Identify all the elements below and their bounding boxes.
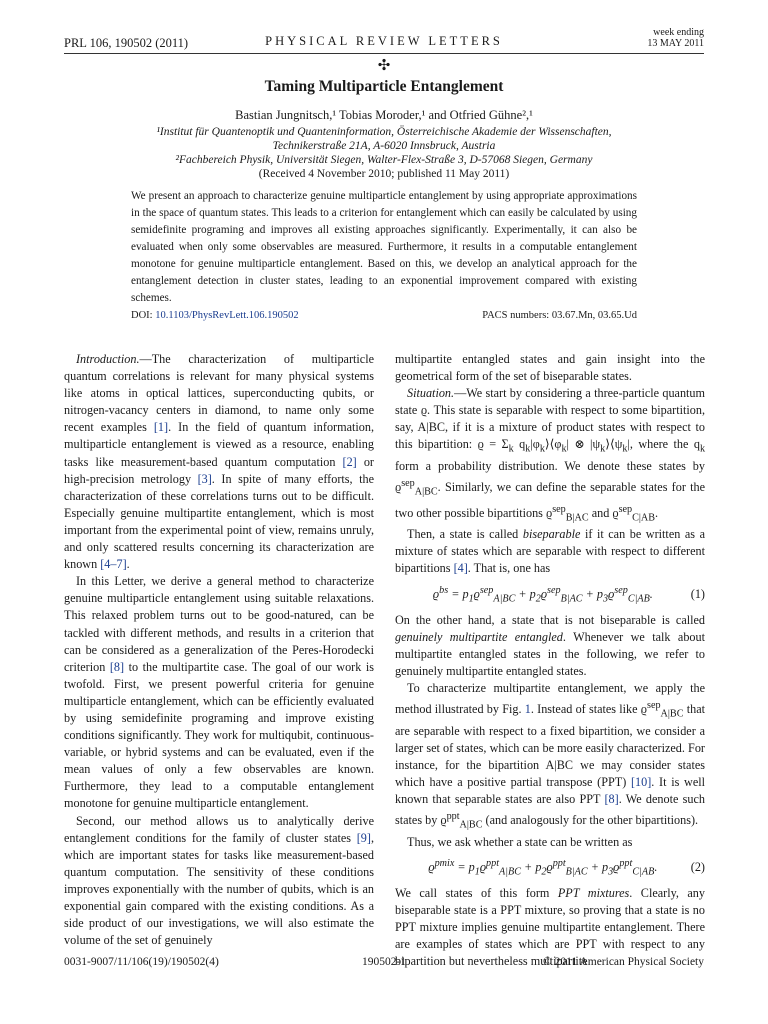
rho: ϱ xyxy=(473,586,480,601)
text: . That is, one has xyxy=(467,561,551,576)
text: . xyxy=(654,860,658,875)
issue-date xyxy=(647,27,704,49)
citation-link[interactable]: [9] xyxy=(356,830,371,845)
received-date: (Received 4 November 2010; published 11 May 2011) xyxy=(258,168,510,180)
subscript: 2 xyxy=(535,593,541,605)
superscript: ppt xyxy=(446,811,460,823)
citation-link[interactable]: [8] xyxy=(109,659,125,674)
subscript: A|BC xyxy=(660,708,684,720)
text: that are separable with respect to a fixed bipartition, we consider a larger set of states, which can be more easily characterized. For instance, for the bipartition A|BC we may consider states which have a positive partial transpose (PPT) xyxy=(395,702,705,789)
text: In this Letter, we derive a general method to characterize genuine multiparticle entanglement using suitable relaxations. This relaxed problem turns out to be good-natured, can be tackled with different methods, and results in a criterion that can be considered as a generalization of the Peres-Horodecki criterion xyxy=(64,574,374,674)
intro-paragraph xyxy=(64,351,374,573)
text: = p xyxy=(448,586,469,601)
genuine-paragraph xyxy=(395,612,705,680)
text: . xyxy=(655,505,659,520)
subscript: k xyxy=(561,443,567,455)
doi-link[interactable]: 10.1103/PhysRevLett.106.190502 xyxy=(155,310,299,321)
text: Second, our method allows us to analytically derive entanglement conditions for the family of cluster states xyxy=(64,813,374,845)
author-list: Bastian Jungnitsch,¹ Tobias Moroder,¹ and Otfried Gühne²,¹ xyxy=(235,108,533,122)
text: The characterization of multiparticle quantum correlations is relevant for many physical systems like atoms in optical lattices, superconducting qubits, or nitrogen-vacancy centers in diamond, to name only some recent examples xyxy=(64,352,374,435)
text: , which are important states for tasks like measurement-based quantum computation. The sensitivity of these conditions improves exponentially with the number of qubits, which is an exponential gain compared with the existing conditions. As a side product of our investigations, we will also estimate the volume of the set of genuinely xyxy=(64,830,374,948)
subscript: A|BC xyxy=(499,866,521,878)
text: We call states of this form xyxy=(395,885,558,900)
subscript: C|AB xyxy=(627,593,650,605)
subscript: A|BC xyxy=(493,593,516,605)
superscript: ppt xyxy=(486,857,500,869)
citation-link[interactable]: [8] xyxy=(604,792,619,806)
superscript: sep xyxy=(401,478,415,490)
biseparable-paragraph xyxy=(395,526,705,577)
rho: ϱ xyxy=(546,860,553,875)
superscript: sep xyxy=(479,584,494,596)
subscript: k xyxy=(600,443,606,455)
citation-link[interactable]: [10] xyxy=(630,774,652,789)
text: and ϱ xyxy=(588,505,619,520)
subscript: C|AB xyxy=(632,512,656,524)
superscript: sep xyxy=(547,584,561,596)
rho: ϱ xyxy=(479,860,487,875)
text: q xyxy=(513,437,526,452)
emphasis: biseparable xyxy=(522,527,581,542)
superscript: sep xyxy=(552,503,566,515)
journal-name: PHYSICAL REVIEW LETTERS xyxy=(265,34,503,48)
page-number: 190502-1 xyxy=(361,956,407,968)
dash: — xyxy=(454,386,467,401)
text: ⟩⟨ψ xyxy=(605,437,623,452)
rho: ϱ xyxy=(613,860,620,875)
subscript: 1 xyxy=(468,593,474,605)
subscript: k xyxy=(539,443,545,455)
text: . Clearly, any biseparable state is a PPT mixture, so proving that a state is no PPT mixture implies genuine multipartite entanglement. There are examples of states which are PPT with respect to any bipartition but nevertheless multipartite xyxy=(395,885,705,969)
situation-paragraph xyxy=(395,385,705,526)
text: = p xyxy=(454,860,475,875)
subscript: k xyxy=(508,443,514,455)
text: . We denote such states by ϱ xyxy=(395,792,705,828)
subscript: k xyxy=(622,443,628,455)
superscript: ppt xyxy=(619,857,633,869)
subscript: k xyxy=(699,443,706,455)
doi-line xyxy=(131,310,299,321)
subscript: 3 xyxy=(603,593,609,605)
dash: — xyxy=(139,352,152,366)
week-ending-label: week ending xyxy=(653,27,704,38)
ppt-paragraph xyxy=(395,680,705,834)
emphasis: PPT mixtures xyxy=(557,885,630,900)
equation-1 xyxy=(395,578,705,612)
week-ending-date: 13 MAY 2011 xyxy=(647,38,704,49)
text: We start by considering a three-particle quantum state ϱ. This state is separable with respect to some bipartition, say, A|BC, if it is a mixture of product states with respect to this bipartition: ϱ = Σ xyxy=(395,386,705,452)
superscript: sep xyxy=(614,584,628,596)
equation-1-number: (1) xyxy=(690,587,705,602)
text: + p xyxy=(582,586,603,601)
subscript: 1 xyxy=(474,866,480,878)
text: + p xyxy=(515,586,536,601)
section-head-situation: Situation. xyxy=(407,386,455,401)
method-paragraph xyxy=(64,573,374,812)
superscript: sep xyxy=(647,700,661,712)
continued-paragraph: multipartite entangled states and gain insight into the geometrical form of the set of biseparable states. xyxy=(395,352,705,384)
text: + p xyxy=(587,860,609,875)
rho: ϱ xyxy=(540,586,548,601)
text: + p xyxy=(521,860,542,875)
affiliation-1: ¹Institut für Quantenoptik und Quanteninformation, Österreichische Akademie der Wissenschaften, xyxy=(156,126,612,138)
subscript: 2 xyxy=(541,866,547,878)
superscript: ppt xyxy=(552,857,566,869)
doi-label: DOI: xyxy=(131,310,153,321)
text: . In the field of quantum information, multiparticle entanglement is viewed as a resource, enabling tasks like measurement-based quantum computation xyxy=(64,420,375,469)
superscript: sep xyxy=(618,503,633,515)
citation-link[interactable]: [4] xyxy=(453,561,468,576)
text: or high-precision metrology xyxy=(64,454,374,486)
text: (and analogously for the other bipartitions). xyxy=(482,813,699,828)
footer-code: 0031-9007/11/106(19)/190502(4) xyxy=(64,956,219,968)
copyright: © 2011 American Physical Society xyxy=(543,956,704,968)
subscript: B|AC xyxy=(565,866,588,878)
left-column xyxy=(64,351,374,949)
rho: ϱ xyxy=(608,586,615,601)
equation-2 xyxy=(395,851,705,885)
emphasis: genuinely multipartite entangled xyxy=(395,629,563,644)
text: form a probability distribution. We denote these states by ϱ xyxy=(395,459,705,495)
rho: ϱ xyxy=(432,586,440,601)
citation-link[interactable]: [1] xyxy=(153,420,169,435)
cluster-paragraph xyxy=(64,813,374,950)
citation-link[interactable]: [4–7] xyxy=(100,557,127,572)
section-head-introduction: Introduction. xyxy=(76,352,140,366)
text: To characterize multipartite entanglement, we apply the method illustrated by Fig. xyxy=(395,680,705,717)
subscript: B|AC xyxy=(565,512,589,524)
abstract: We present an approach to characterize genuine multiparticle entanglement by using appropriate approximations in the space of quantum states. This leads to a criterion for entanglement which can easily be calculated by using semidefinite programing and improves all existing approaches significantly. Experimentally, it can also be evaluated when only some observables are measured. Furthermore, it results in a computable entanglement monotone for genuine multiparticle entanglement. Based on this, we develop an analytical approach for the entanglement detection in cluster states, leading to an exponential improvement compared with existing schemes. xyxy=(131,190,637,304)
affiliation-1-address: Technikerstraße 21A, A-6020 Innsbruck, Austria xyxy=(272,140,496,152)
equation-1-body xyxy=(395,582,691,608)
text: |, where the q xyxy=(627,437,700,452)
text: | ⊗ |ψ xyxy=(566,437,601,452)
subscript: 3 xyxy=(608,866,614,878)
text: . Similarly, we can define the separable states for the two other possible bipartitions ϱ xyxy=(395,480,705,520)
superscript: pmix xyxy=(434,857,455,869)
text: Then, a state is called xyxy=(407,527,523,542)
subscript: C|AB xyxy=(632,866,655,878)
text: On the other hand, a state that is not biseparable is called xyxy=(395,612,705,627)
text: to the multipartite case. The goal of our work is twofold. First, we present powerful criteria for genuine multiparticle entanglement, which can be efficiently evaluated by using semidefinite programing and improve existing conditions significantly. They work for multiqubit, continuous-variable, or hybrid systems and can be evaluated, even if the mean values of only a few observables are known. Furthermore, they lead to a computable entanglement monotone for genuine multiparticle entanglement. xyxy=(64,659,374,811)
subscript: B|AC xyxy=(560,593,583,605)
pacs-numbers: PACS numbers: 03.67.Mn, 03.65.Ud xyxy=(482,310,637,321)
text: . It is well known that separable states are also PPT xyxy=(395,774,706,806)
text: . In spite of many efforts, the characterization of these correlations turns out to be difficult. Especially genuine multipartite entanglement, which is most important from the experimental point of view, remains unruly, and only scattered results concerning its characterization are known xyxy=(64,471,374,572)
subscript: A|BC xyxy=(459,819,483,831)
affiliation-2: ²Fachbereich Physik, Universität Siegen, Walter-Flex-Straße 3, D-57068 Siegen, Germany xyxy=(175,154,593,166)
subscript: A|BC xyxy=(414,486,438,498)
paper-title: Taming Multiparticle Entanglement xyxy=(264,78,504,95)
header-rule xyxy=(64,53,704,54)
text: |φ xyxy=(530,437,540,452)
text: . xyxy=(649,586,653,601)
rho: ϱ xyxy=(428,860,435,875)
question-paragraph: Thus, we ask whether a state can be written as xyxy=(407,834,633,849)
citation-link[interactable]: [2] xyxy=(342,454,357,469)
journal-reference: PRL 106, 190502 (2011) xyxy=(64,36,189,50)
equation-2-body xyxy=(395,855,691,881)
text: if it can be written as a mixture of states which are separable with respect to different bipartitions xyxy=(395,527,705,576)
right-column xyxy=(395,351,705,970)
superscript: bs xyxy=(439,584,449,596)
equation-2-number: (2) xyxy=(690,860,705,875)
text: ⟩⟨φ xyxy=(544,437,562,452)
journal-logo-icon: ✣ xyxy=(377,58,391,74)
text: . Instead of states like ϱ xyxy=(530,702,647,717)
text: . Whenever we talk about multipartite entangled states in the following, we refer to genuinely multipartite entangled states. xyxy=(395,629,705,678)
text: . xyxy=(126,557,130,572)
citation-link[interactable]: [3] xyxy=(197,471,212,486)
figure-link[interactable]: 1 xyxy=(524,702,531,717)
subscript: k xyxy=(525,443,531,455)
